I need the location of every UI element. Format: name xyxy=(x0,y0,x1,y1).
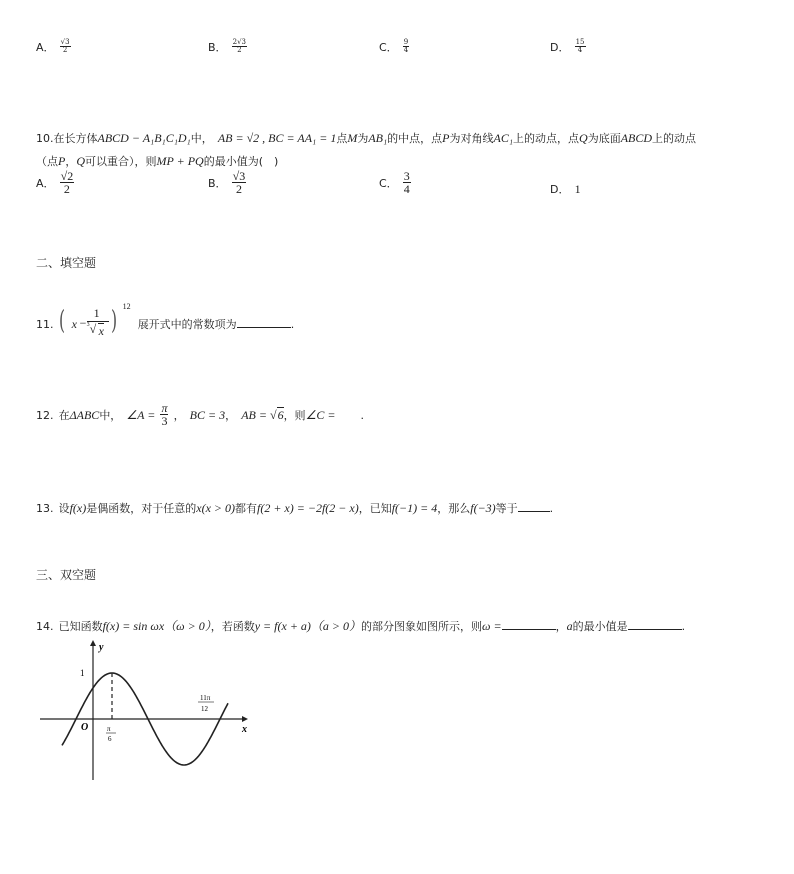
q14-a-blank[interactable] xyxy=(628,629,682,630)
q10-option-c[interactable]: C． $\frac{3}{4}$ xyxy=(379,169,410,196)
q10-condition: AB = √2 , BC = AA₁ = 1 xyxy=(217,131,337,145)
x-tick2-den: 12 xyxy=(201,705,208,713)
q10-option-b[interactable]: B． $\frac{√3}{2}$ xyxy=(208,169,246,196)
q14: 14. 已知函数f(x) = sin ωx（ω > 0），若函数y = f(x + a)（a > 0）的部分图象如图所示，则ω = ，a的最小值是 . xyxy=(36,619,686,633)
q10-line1: 10.在长方体ABCD − A₁B₁C₁D₁中， AB = √2 , BC = AA₁ = 1点M为AB₁的中点，点P为对角线AC₁上的动点，点Q为底面ABCD上的动点 xyxy=(36,131,697,145)
q9-option-d[interactable]: D． $\frac{15}{4}$ xyxy=(550,38,585,54)
y-axis-label: y xyxy=(99,642,104,653)
q10-option-a[interactable]: A． $\frac{√2}{2}$ xyxy=(36,169,74,196)
y-tick-label: 1 xyxy=(80,668,85,678)
q9-option-c-value: $\frac{9}{4}$ xyxy=(403,38,409,54)
section-heading-fill-in: 二、填空题 xyxy=(36,256,97,270)
x-axis-arrow xyxy=(242,716,248,722)
x-tick1-num: π xyxy=(107,725,111,733)
q13: 13. 设f(x)是偶函数，对于任意的x(x > 0)都有f(2 + x) = −2f(2 − x)，已知f(−1) = 4，那么f(−3)等于 . xyxy=(36,501,554,515)
x-axis-label: x xyxy=(242,724,247,735)
q11-expression: ( x − 1 3 √ x ) 12 xyxy=(58,302,131,338)
y-axis-arrow xyxy=(90,640,96,646)
q12: 12. 在ΔABC中， ∠A = $\frac{\pi}{3}$ ， BC = 3， AB = √6，则∠C = . xyxy=(36,401,365,428)
q9-options xyxy=(36,34,636,60)
x-tick1-den: 6 xyxy=(108,735,112,743)
q14-omega-blank[interactable] xyxy=(502,629,556,630)
q11-answer-blank[interactable] xyxy=(237,327,291,328)
q9-option-b-value: $\frac{2√3}{2}$ xyxy=(232,38,247,54)
q9-option-b[interactable]: B． $\frac{2√3}{2}$ xyxy=(208,38,247,54)
q11: $_{11.}$ ( x − 1 3 √ x ) 12 $_{展开式中的常数项为}$ $_.$ xyxy=(36,302,295,338)
q9-option-c[interactable]: C． $\frac{9}{4}$ xyxy=(379,38,409,54)
section-heading-double-blank: 三、双空题 xyxy=(36,568,97,582)
q10-option-d[interactable]: D． 1 xyxy=(550,182,581,196)
origin-label: O xyxy=(81,722,89,733)
q9-option-a-value: $\frac{√3}{2}$ xyxy=(60,38,70,54)
q13-answer-blank[interactable] xyxy=(518,511,550,512)
q10-line2: （点P，Q可以重合），则MP + PQ的最小值为( ) xyxy=(36,154,279,168)
sine-graph xyxy=(36,636,256,786)
q9-option-a[interactable]: A． $\frac{√3}{2}$ xyxy=(36,38,70,54)
x-tick2-num: 11π xyxy=(200,694,211,702)
q9-option-d-value: $\frac{15}{4}$ xyxy=(575,38,585,54)
